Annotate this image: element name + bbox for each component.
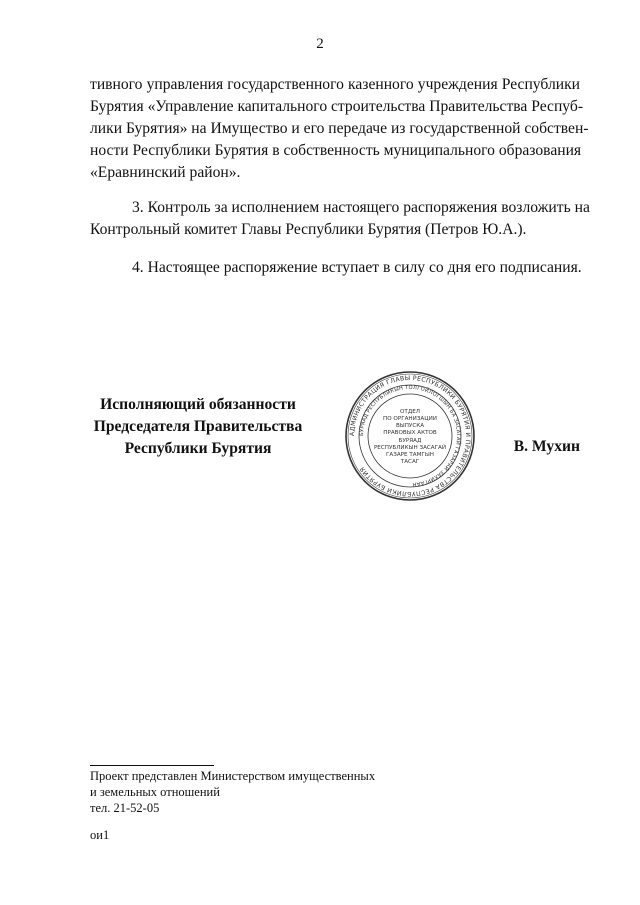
paragraph-continuation — [90, 74, 589, 184]
signatory-name: В. Мухин — [513, 438, 580, 455]
signatory-title-line: Председателя Правительства — [93, 418, 303, 435]
paragraph-line: 3. Контроль за исполнением настоящего распоряжения возложить на — [132, 199, 590, 216]
paragraph-line: 4. Настоящее распоряжение вступает в силу со дня его подписания. — [132, 259, 582, 276]
footnote-line: тел. 21-52-05 — [90, 801, 160, 815]
paragraph-line: Контрольный комитет Главы Республики Бурятия (Петров Ю.А.). — [90, 221, 527, 238]
footnote-line: и земельных отношений — [90, 785, 220, 799]
footnote — [90, 768, 375, 816]
paragraph-line: Бурятия «Управление капитального строительства Правительства Респуб- — [90, 98, 584, 115]
stamp-center-line: ОТДЕЛ — [400, 409, 420, 415]
stamp-center-line: ПРАВОВЫХ АКТОВ — [383, 430, 437, 436]
document-code: ои1 — [90, 828, 110, 842]
signatory-title-line: Республики Бурятия — [124, 440, 272, 457]
paragraph-line: лики Бурятия» на Имущество и его передаче из государственной собствен- — [90, 120, 589, 137]
signatory-title — [88, 394, 308, 460]
official-seal-stamp — [344, 370, 476, 502]
stamp-center-line: ГАЗАРЕ ТАМГЫН — [386, 452, 434, 458]
stamp-inner-ring-text: БУРЯАД РЕСПУБЛИКЫН ТОЛГОЙЛОГШЫН БА ЗАСАГАЙ ГАЗАРАЙ ЗАХИРГААН — [358, 384, 462, 487]
footnote-line: Проект представлен Министерством имущественных — [90, 769, 376, 783]
footnote-divider — [90, 765, 214, 766]
paragraph-line: тивного управления государственного казенного учреждения Республики — [90, 76, 580, 93]
page-number: 2 — [316, 36, 324, 52]
stamp-outer-ring-text: АДМИНИСТРАЦИЯ ГЛАВЫ РЕСПУБЛИКИ БУРЯТИЯ И ПРАВИТЕЛЬСТВА РЕСПУБЛИКИ БУРЯТИЯ — [348, 374, 472, 498]
stamp-center-line: ПО ОРГАНИЗАЦИИ — [383, 416, 437, 422]
paragraph-line: ности Республики Бурятия в собственность муниципального образования — [90, 142, 582, 159]
stamp-center-line: ТАСАГ — [400, 459, 420, 465]
stamp-center-line: ВЫПУСКА — [395, 423, 425, 429]
paragraph-line: «Еравнинский район». — [90, 164, 241, 181]
paragraph-item-3 — [90, 197, 590, 241]
stamp-center-line: РЕСПУБЛИКЫН ЗАСАГАЙ — [373, 445, 447, 451]
signatory-title-line: Исполняющий обязанности — [100, 396, 296, 413]
stamp-center-line: БУРЯАД — [398, 438, 422, 444]
paragraph-item-4 — [90, 257, 580, 279]
